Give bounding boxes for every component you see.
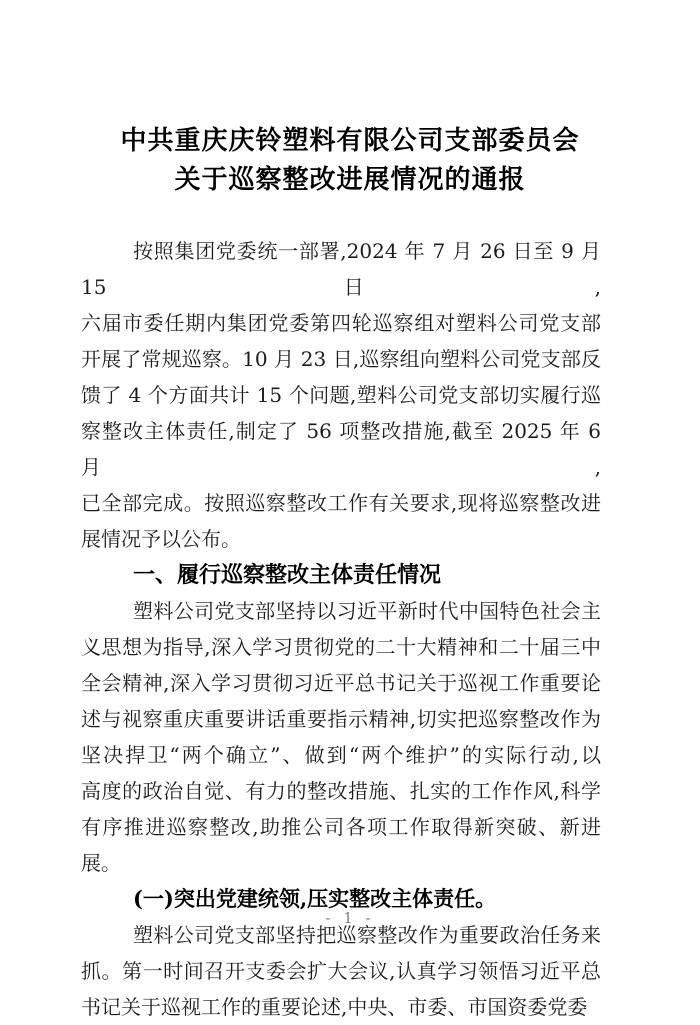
paragraph-line: 高度的政治自觉、有力的整改措施、扎实的工作作风,科学 (81, 779, 601, 803)
paragraph-line: 抓。第一时间召开支委会扩大会议,认真学习领悟习近平总 (81, 959, 601, 983)
paragraph-line: 开展了常规巡察。10 月 23 日,巡察组向塑料公司党支部反 (81, 347, 601, 371)
section-1-paragraph (81, 593, 601, 881)
paragraph-line: 察整改主体责任,制定了 56 项整改措施,截至 2025 年 6 月, (81, 419, 601, 479)
paragraph-line: 书记关于巡视工作的重要论述,中央、市委、市国资委党委 (81, 995, 588, 1019)
document-title-line-2: 关于巡察整改进展情况的通报 (174, 164, 526, 194)
section-1-heading: 一、履行巡察整改主体责任情况 (133, 562, 442, 587)
page-footer (0, 908, 700, 928)
document-title-line-1: 中共重庆庆铃塑料有限公司支部委员会 (120, 125, 580, 155)
subsection-1-heading: (一)突出党建统领,压实整改主体责任。 (133, 886, 497, 911)
paragraph-line: 展情况予以公布。 (81, 527, 241, 551)
document-title (0, 0, 700, 199)
paragraph-line: 六届市委任期内集团党委第四轮巡察组对塑料公司党支部 (81, 311, 601, 335)
paragraph-line: 全会精神,深入学习贯彻习近平总书记关于巡视工作重要论 (81, 671, 601, 695)
page-number: - 1 - (325, 909, 375, 927)
paragraph-line: 已全部完成。按照巡察整改工作有关要求,现将巡察整改进 (81, 491, 601, 515)
paragraph-line: 按照集团党委统一部署,2024 年 7 月 26 日至 9 月 15 日, (81, 239, 601, 299)
paragraph-line: 有序推进巡察整改,助推公司各项工作取得新突破、新进展。 (81, 815, 601, 875)
paragraph-line: 塑料公司党支部坚持以习近平新时代中国特色社会主 (133, 599, 601, 623)
paragraph-line: 义思想为指导,深入学习贯彻党的二十大精神和二十届三中 (81, 635, 601, 659)
subsection-1-paragraph (81, 917, 601, 1025)
document-body (0, 233, 700, 1025)
intro-paragraph (81, 233, 601, 557)
paragraph-line: 馈了 4 个方面共计 15 个问题,塑料公司党支部切实履行巡 (81, 383, 601, 407)
paragraph-line: 坚决捍卫“两个确立”、做到“两个维护”的实际行动,以 (81, 743, 601, 767)
paragraph-line: 塑料公司党支部坚持把巡察整改作为重要政治任务来 (133, 923, 601, 947)
paragraph-line: 述与视察重庆重要讲话重要指示精神,切实把巡察整改作为 (81, 707, 601, 731)
